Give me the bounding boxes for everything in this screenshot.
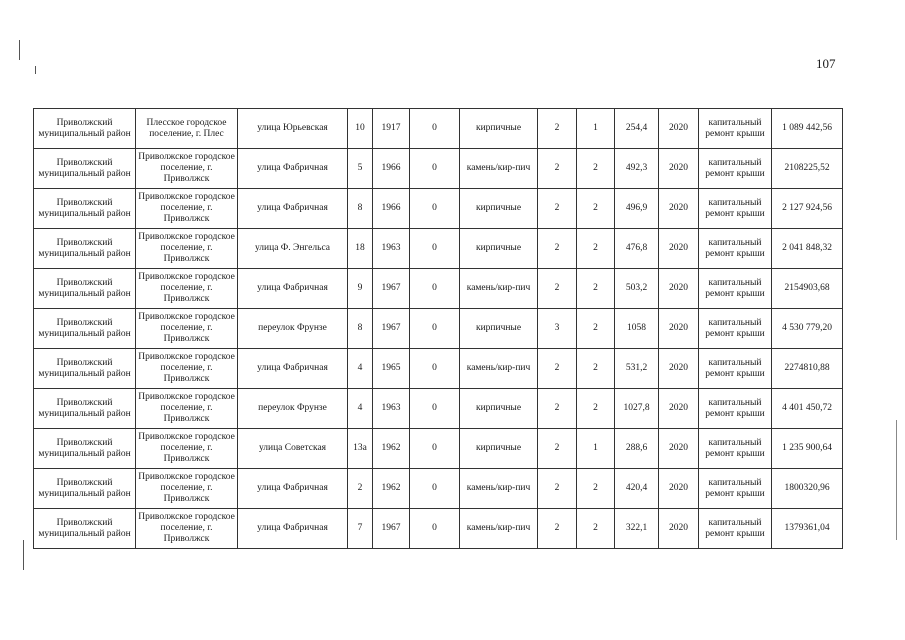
cell-wall-material: кирпичные [460, 109, 538, 149]
table-row [34, 389, 843, 429]
cell-street: улица Фабричная [238, 149, 348, 189]
cell-district: Приволжский муниципальный район [34, 469, 136, 509]
cell-area: 476,8 [615, 229, 659, 269]
cell-street: улица Юрьевская [238, 109, 348, 149]
cell-floors: 2 [538, 509, 577, 549]
cell-house-number: 13а [348, 429, 373, 469]
cell-area: 420,4 [615, 469, 659, 509]
cell-settlement: Приволжское городское поселение, г. Приволжск [136, 429, 238, 469]
cell-wall-material: кирпичные [460, 429, 538, 469]
cell-floors: 2 [538, 269, 577, 309]
cell-area: 322,1 [615, 509, 659, 549]
cell-district: Приволжский муниципальный район [34, 309, 136, 349]
scan-artifact [896, 420, 897, 540]
cell-settlement: Приволжское городское поселение, г. Приволжск [136, 229, 238, 269]
cell-work-type: капитальный ремонт крыши [699, 509, 772, 549]
cell-sections: 1 [577, 429, 615, 469]
cell-area: 288,6 [615, 429, 659, 469]
cell-zero: 0 [410, 349, 460, 389]
cell-district: Приволжский муниципальный район [34, 349, 136, 389]
table-row [34, 109, 843, 149]
cell-cost: 2 127 924,56 [772, 189, 843, 229]
cell-district: Приволжский муниципальный район [34, 429, 136, 469]
cell-build-year: 1966 [373, 189, 410, 229]
cell-district: Приволжский муниципальный район [34, 109, 136, 149]
table-row [34, 509, 843, 549]
cell-settlement: Приволжское городское поселение, г. Приволжск [136, 149, 238, 189]
cell-street: улица Фабричная [238, 469, 348, 509]
cell-district: Приволжский муниципальный район [34, 509, 136, 549]
table-row [34, 309, 843, 349]
cell-cost: 2154903,68 [772, 269, 843, 309]
scan-artifact [35, 66, 36, 74]
cell-sections: 1 [577, 109, 615, 149]
cell-plan-year: 2020 [659, 109, 699, 149]
cell-area: 503,2 [615, 269, 659, 309]
scan-artifact [19, 40, 20, 60]
cell-house-number: 9 [348, 269, 373, 309]
cell-house-number: 10 [348, 109, 373, 149]
cell-floors: 2 [538, 349, 577, 389]
cell-district: Приволжский муниципальный район [34, 269, 136, 309]
cell-cost: 2274810,88 [772, 349, 843, 389]
cell-settlement: Плесское городское поселение, г. Плес [136, 109, 238, 149]
cell-work-type: капитальный ремонт крыши [699, 389, 772, 429]
cell-settlement: Приволжское городское поселение, г. Приволжск [136, 269, 238, 309]
cell-wall-material: кирпичные [460, 389, 538, 429]
cell-plan-year: 2020 [659, 469, 699, 509]
cell-sections: 2 [577, 189, 615, 229]
cell-cost: 1 235 900,64 [772, 429, 843, 469]
cell-wall-material: камень/кир-пич [460, 349, 538, 389]
cell-area: 1027,8 [615, 389, 659, 429]
scan-artifact [23, 540, 24, 570]
cell-floors: 2 [538, 389, 577, 429]
cell-settlement: Приволжское городское поселение, г. Приволжск [136, 389, 238, 429]
cell-build-year: 1965 [373, 349, 410, 389]
cell-build-year: 1967 [373, 509, 410, 549]
table-row [34, 189, 843, 229]
cell-area: 492,3 [615, 149, 659, 189]
cell-wall-material: камень/кир-пич [460, 269, 538, 309]
cell-street: улица Фабричная [238, 349, 348, 389]
cell-work-type: капитальный ремонт крыши [699, 109, 772, 149]
page-number: 107 [816, 56, 836, 71]
cell-street: улица Советская [238, 429, 348, 469]
cell-wall-material: камень/кир-пич [460, 149, 538, 189]
cell-street: улица Фабричная [238, 509, 348, 549]
cell-build-year: 1962 [373, 429, 410, 469]
cell-build-year: 1967 [373, 269, 410, 309]
table-row [34, 429, 843, 469]
cell-zero: 0 [410, 269, 460, 309]
cell-settlement: Приволжское городское поселение, г. Приволжск [136, 189, 238, 229]
cell-wall-material: камень/кир-пич [460, 469, 538, 509]
cell-zero: 0 [410, 109, 460, 149]
cell-floors: 3 [538, 309, 577, 349]
cell-house-number: 4 [348, 349, 373, 389]
cell-work-type: капитальный ремонт крыши [699, 149, 772, 189]
cell-floors: 2 [538, 189, 577, 229]
cell-zero: 0 [410, 229, 460, 269]
cell-build-year: 1966 [373, 149, 410, 189]
cell-zero: 0 [410, 469, 460, 509]
cell-wall-material: кирпичные [460, 229, 538, 269]
cell-area: 254,4 [615, 109, 659, 149]
cell-house-number: 7 [348, 509, 373, 549]
cell-build-year: 1917 [373, 109, 410, 149]
cell-plan-year: 2020 [659, 509, 699, 549]
cell-sections: 2 [577, 229, 615, 269]
cell-cost: 2 041 848,32 [772, 229, 843, 269]
cell-build-year: 1963 [373, 229, 410, 269]
cell-plan-year: 2020 [659, 149, 699, 189]
table-row [34, 349, 843, 389]
cell-work-type: капитальный ремонт крыши [699, 429, 772, 469]
cell-area: 531,2 [615, 349, 659, 389]
cell-plan-year: 2020 [659, 389, 699, 429]
cell-plan-year: 2020 [659, 309, 699, 349]
cell-work-type: капитальный ремонт крыши [699, 189, 772, 229]
cell-sections: 2 [577, 269, 615, 309]
cell-sections: 2 [577, 509, 615, 549]
cell-house-number: 5 [348, 149, 373, 189]
cell-cost: 2108225,52 [772, 149, 843, 189]
cell-zero: 0 [410, 389, 460, 429]
cell-plan-year: 2020 [659, 349, 699, 389]
cell-plan-year: 2020 [659, 229, 699, 269]
cell-district: Приволжский муниципальный район [34, 389, 136, 429]
cell-plan-year: 2020 [659, 189, 699, 229]
cell-zero: 0 [410, 149, 460, 189]
cell-sections: 2 [577, 149, 615, 189]
housing-table [33, 108, 843, 549]
cell-sections: 2 [577, 469, 615, 509]
cell-cost: 4 401 450,72 [772, 389, 843, 429]
cell-floors: 2 [538, 149, 577, 189]
cell-wall-material: камень/кир-пич [460, 509, 538, 549]
cell-street: улица Фабричная [238, 189, 348, 229]
cell-house-number: 2 [348, 469, 373, 509]
table-row [34, 469, 843, 509]
cell-zero: 0 [410, 309, 460, 349]
cell-floors: 2 [538, 469, 577, 509]
cell-zero: 0 [410, 429, 460, 469]
cell-cost: 1 089 442,56 [772, 109, 843, 149]
cell-build-year: 1967 [373, 309, 410, 349]
cell-settlement: Приволжское городское поселение, г. Приволжск [136, 469, 238, 509]
cell-work-type: капитальный ремонт крыши [699, 309, 772, 349]
cell-work-type: капитальный ремонт крыши [699, 469, 772, 509]
cell-house-number: 18 [348, 229, 373, 269]
cell-cost: 1800320,96 [772, 469, 843, 509]
cell-district: Приволжский муниципальный район [34, 229, 136, 269]
table-row [34, 269, 843, 309]
cell-district: Приволжский муниципальный район [34, 189, 136, 229]
cell-street: улица Фабричная [238, 269, 348, 309]
cell-cost: 1379361,04 [772, 509, 843, 549]
cell-plan-year: 2020 [659, 429, 699, 469]
cell-area: 496,9 [615, 189, 659, 229]
cell-area: 1058 [615, 309, 659, 349]
cell-settlement: Приволжское городское поселение, г. Приволжск [136, 349, 238, 389]
cell-house-number: 8 [348, 309, 373, 349]
cell-sections: 2 [577, 389, 615, 429]
table-body [34, 109, 843, 549]
cell-zero: 0 [410, 189, 460, 229]
cell-house-number: 8 [348, 189, 373, 229]
cell-settlement: Приволжское городское поселение, г. Приволжск [136, 309, 238, 349]
cell-street: переулок Фрунзе [238, 389, 348, 429]
cell-floors: 2 [538, 229, 577, 269]
cell-wall-material: кирпичные [460, 189, 538, 229]
cell-work-type: капитальный ремонт крыши [699, 269, 772, 309]
table-row [34, 149, 843, 189]
cell-work-type: капитальный ремонт крыши [699, 349, 772, 389]
cell-build-year: 1962 [373, 469, 410, 509]
cell-floors: 2 [538, 109, 577, 149]
cell-house-number: 4 [348, 389, 373, 429]
cell-wall-material: кирпичные [460, 309, 538, 349]
cell-build-year: 1963 [373, 389, 410, 429]
table-row [34, 229, 843, 269]
cell-cost: 4 530 779,20 [772, 309, 843, 349]
cell-plan-year: 2020 [659, 269, 699, 309]
cell-street: переулок Фрунзе [238, 309, 348, 349]
cell-street: улица Ф. Энгельса [238, 229, 348, 269]
cell-sections: 2 [577, 349, 615, 389]
cell-sections: 2 [577, 309, 615, 349]
cell-work-type: капитальный ремонт крыши [699, 229, 772, 269]
cell-settlement: Приволжское городское поселение, г. Приволжск [136, 509, 238, 549]
cell-zero: 0 [410, 509, 460, 549]
cell-floors: 2 [538, 429, 577, 469]
cell-district: Приволжский муниципальный район [34, 149, 136, 189]
